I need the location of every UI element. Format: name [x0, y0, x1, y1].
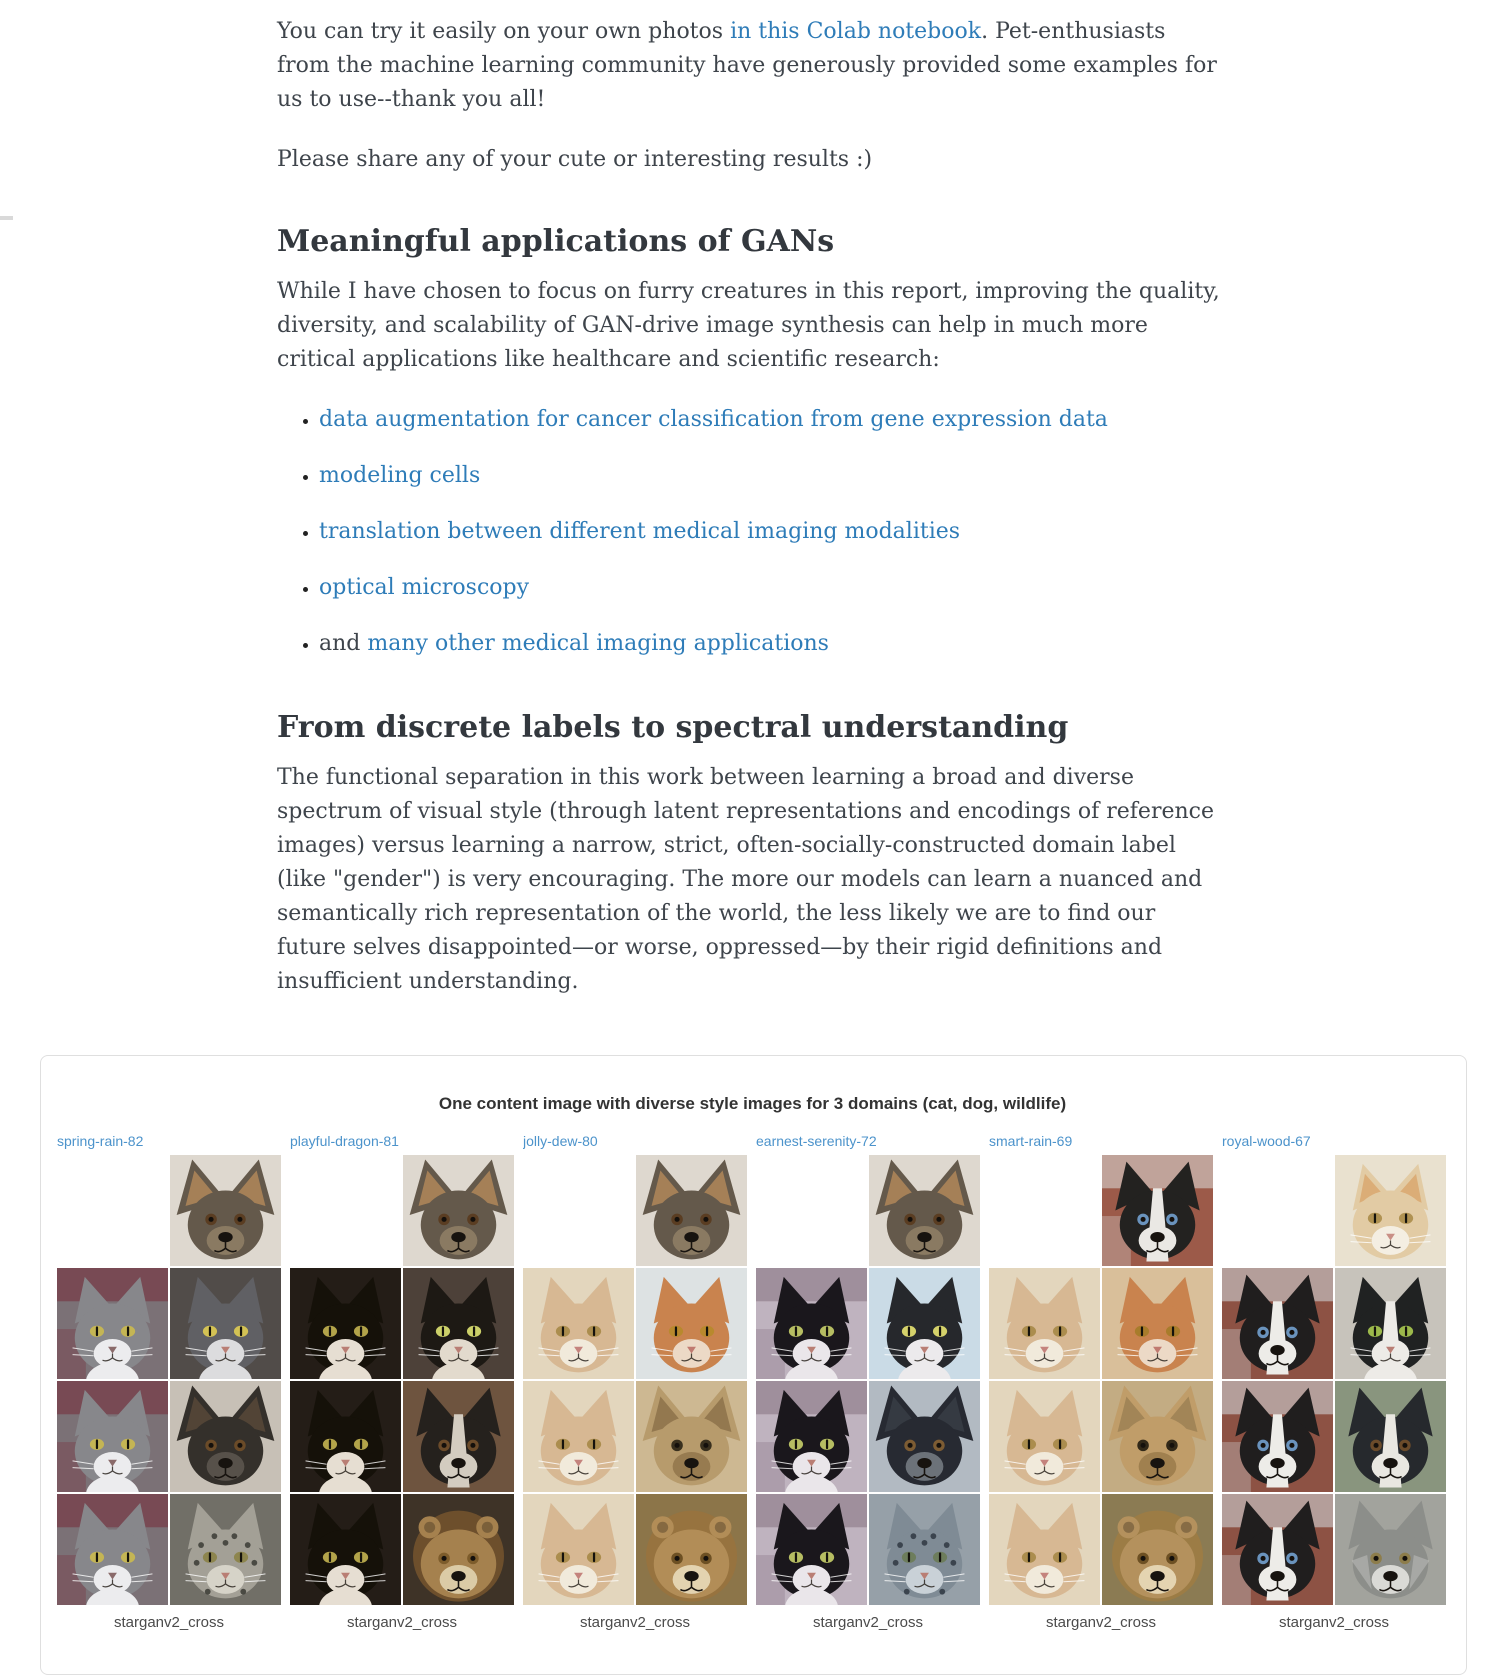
style-image[interactable] [57, 1494, 168, 1605]
heading-meaningful-applications: Meaningful applications of GANs [277, 224, 835, 259]
cancer-classification-link[interactable]: data augmentation for cancer classification from gene expression data [319, 407, 1108, 432]
paragraph-colab-pre: You can try it easily on your own photos [277, 19, 731, 44]
output-image[interactable] [170, 1494, 281, 1605]
media-panel[interactable] [40, 1055, 1467, 1675]
content-image[interactable] [1335, 1155, 1446, 1266]
output-image[interactable] [1335, 1381, 1446, 1492]
paragraph-colab [277, 15, 1225, 117]
modeling-cells-link[interactable]: modeling cells [319, 463, 481, 488]
list-item [319, 459, 1225, 493]
output-image[interactable] [170, 1381, 281, 1492]
style-image[interactable] [756, 1381, 867, 1492]
output-image[interactable] [1335, 1494, 1446, 1605]
applications-list [277, 403, 1225, 661]
media-caption: starganv2_cross [1045, 1614, 1157, 1631]
style-image[interactable] [1222, 1381, 1333, 1492]
style-image[interactable] [290, 1494, 401, 1605]
media-caption: starganv2_cross [579, 1614, 691, 1631]
paragraph-applications-intro: While I have chosen to focus on furry creatures in this report, improving the quality, diversity, and scalability of GAN-drive image synthesis can help in much more critical applications like healthcare and scientific research: [277, 279, 1220, 372]
list-item [319, 627, 1225, 661]
media-group [57, 1133, 281, 1631]
paragraph-spectral: The functional separation in this work between learning a broad and diverse spectrum of visual style (through latent representations and encodings of reference images) versus learning a narrow, strict, often-socially-constructed domain label (like "gender") is very encouraging. The more our models can learn a nuanced and semantically rich representation of the world, the less likely we are to find our future selves disappointed—or worse, oppressed—by their rigid definitions and insufficient understanding. [277, 765, 1214, 994]
style-image[interactable] [1222, 1494, 1333, 1605]
report-content [277, 0, 1225, 999]
output-image[interactable] [636, 1381, 747, 1492]
media-group [756, 1133, 980, 1631]
heading-spectral-understanding: From discrete labels to spectral understanding [277, 710, 1069, 745]
list-item [319, 571, 1225, 605]
style-image[interactable] [756, 1268, 867, 1379]
content-image[interactable] [636, 1155, 747, 1266]
run-name-link[interactable]: earnest-serenity-72 [756, 1133, 877, 1149]
run-name-link[interactable]: royal-wood-67 [1222, 1133, 1311, 1149]
panel-title: One content image with diverse style images for 3 domains (cat, dog, wildlife) [438, 1094, 1067, 1113]
list-item-pre: and [319, 631, 368, 656]
output-image[interactable] [403, 1381, 514, 1492]
style-image[interactable] [523, 1494, 634, 1605]
content-image[interactable] [1102, 1155, 1213, 1266]
content-image[interactable] [869, 1155, 980, 1266]
style-image[interactable] [290, 1381, 401, 1492]
output-image[interactable] [1102, 1268, 1213, 1379]
run-name-link[interactable]: playful-dragon-81 [290, 1133, 399, 1149]
media-caption: starganv2_cross [1278, 1614, 1390, 1631]
output-image[interactable] [869, 1268, 980, 1379]
output-image[interactable] [403, 1494, 514, 1605]
empty-cell [1222, 1155, 1333, 1266]
imaging-modalities-link[interactable]: translation between different medical imaging modalities [319, 519, 961, 544]
media-caption: starganv2_cross [812, 1614, 924, 1631]
output-image[interactable] [1102, 1381, 1213, 1492]
output-image[interactable] [636, 1268, 747, 1379]
list-item [319, 515, 1225, 549]
media-group [523, 1133, 747, 1631]
empty-cell [290, 1155, 401, 1266]
run-name-link[interactable]: smart-rain-69 [989, 1133, 1073, 1149]
output-image[interactable] [403, 1268, 514, 1379]
style-image[interactable] [57, 1268, 168, 1379]
image-grid [989, 1155, 1213, 1605]
output-image[interactable] [869, 1494, 980, 1605]
style-image[interactable] [1222, 1268, 1333, 1379]
list-item [319, 403, 1225, 437]
output-image[interactable] [1102, 1494, 1213, 1605]
style-image[interactable] [756, 1494, 867, 1605]
style-image[interactable] [523, 1381, 634, 1492]
output-image[interactable] [869, 1381, 980, 1492]
media-groups [57, 1133, 1466, 1631]
style-image[interactable] [57, 1381, 168, 1492]
run-name-link[interactable]: jolly-dew-80 [523, 1133, 598, 1149]
output-image[interactable] [170, 1268, 281, 1379]
colab-notebook-link[interactable]: in this Colab notebook [730, 19, 982, 44]
image-grid [523, 1155, 747, 1605]
style-image[interactable] [989, 1381, 1100, 1492]
style-image[interactable] [989, 1494, 1100, 1605]
content-image[interactable] [170, 1155, 281, 1266]
image-grid [1222, 1155, 1446, 1605]
media-caption: starganv2_cross [346, 1614, 458, 1631]
style-image[interactable] [989, 1268, 1100, 1379]
empty-cell [756, 1155, 867, 1266]
media-group [1222, 1133, 1446, 1631]
image-grid [57, 1155, 281, 1605]
media-caption: starganv2_cross [113, 1614, 225, 1631]
image-grid [290, 1155, 514, 1605]
run-name-link[interactable]: spring-rain-82 [57, 1133, 144, 1149]
paragraph-colab-post: . Pet-enthusiasts from the machine learning community have generously provided some examples for us to use--thank you all! [277, 19, 1217, 112]
output-image[interactable] [636, 1494, 747, 1605]
output-image[interactable] [1335, 1268, 1446, 1379]
media-group [989, 1133, 1213, 1631]
paragraph-share: Please share any of your cute or interesting results :) [277, 147, 873, 172]
optical-microscopy-link[interactable]: optical microscopy [319, 575, 530, 600]
content-image[interactable] [403, 1155, 514, 1266]
style-image[interactable] [290, 1268, 401, 1379]
image-grid [756, 1155, 980, 1605]
empty-cell [989, 1155, 1100, 1266]
medical-imaging-applications-link[interactable]: many other medical imaging applications [367, 631, 829, 656]
style-image[interactable] [523, 1268, 634, 1379]
media-group [290, 1133, 514, 1631]
left-margin-marker [0, 216, 13, 220]
empty-cell [57, 1155, 168, 1266]
empty-cell [523, 1155, 634, 1266]
